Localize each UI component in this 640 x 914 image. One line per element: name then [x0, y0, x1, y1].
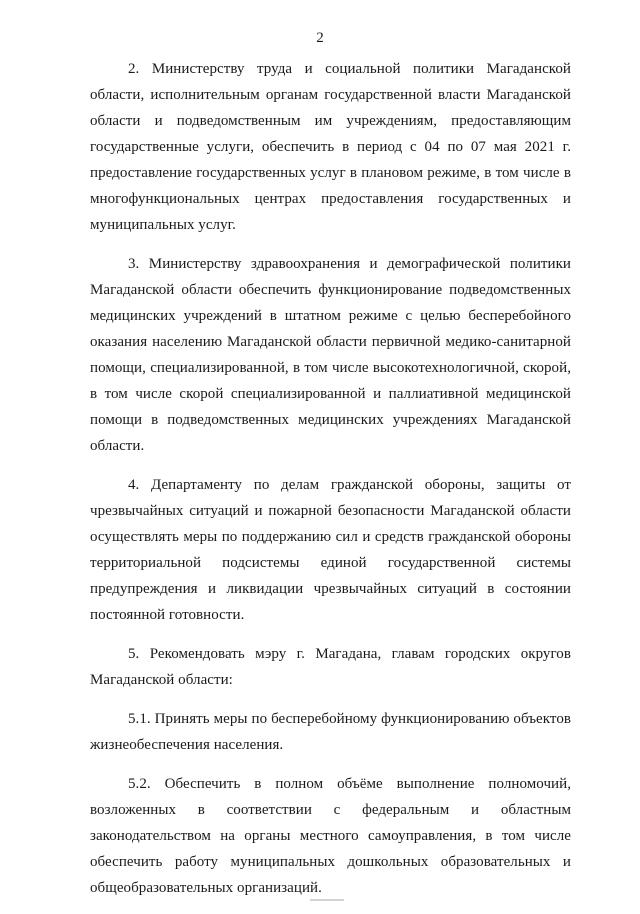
- paragraph-3: 3. Министерству здравоохранения и демографической политики Магаданской области обеспечить функционирование подведомственных медицинских учреждений в штатном режиме с целью бесперебойного оказания населению Магаданской области первичной медико-санитарной помощи, специализированной, в том числе высокотехнологичной, скорой, в том числе скорой специализированной и паллиативной медицинской помощи в подведомственных медицинских учреждениях Магаданской области.: [90, 256, 571, 454]
- page-edge-mark: [310, 899, 344, 901]
- page-number: 2: [316, 30, 324, 46]
- paragraph-5-1: 5.1. Принять меры по бесперебойному функционированию объектов жизнеобеспечения населения.: [90, 711, 571, 753]
- paragraph-5: 5. Рекомендовать мэру г. Магадана, главам городских округов Магаданской области:: [90, 646, 571, 688]
- paragraph-2: 2. Министерству труда и социальной политики Магаданской области, исполнительным органам государственной власти Магаданской области и подведомственным им учреждениям, предоставляющим государственные услуги, обеспечить в период с 04 по 07 мая 2021 г. предоставление государственных услуг в плановом режиме, в том числе в многофункциональных центрах предоставления государственных и муниципальных услуг.: [90, 61, 571, 233]
- paragraph-4: 4. Департаменту по делам гражданской обороны, защиты от чрезвычайных ситуаций и пожарной безопасности Магаданской области осуществлять меры по поддержанию сил и средств гражданской обороны территориальной подсистемы единой государственной системы предупреждения и ликвидации чрезвычайных ситуаций в состоянии постоянной готовности.: [90, 477, 571, 623]
- paragraph-5-2: 5.2. Обеспечить в полном объёме выполнение полномочий, возложенных в соответствии с федеральным и областным законодательством на органы местного самоуправления, в том числе обеспечить работу муниципальных дошкольных образовательных и общеобразовательных организаций.: [90, 776, 571, 896]
- document-body: [90, 56, 571, 914]
